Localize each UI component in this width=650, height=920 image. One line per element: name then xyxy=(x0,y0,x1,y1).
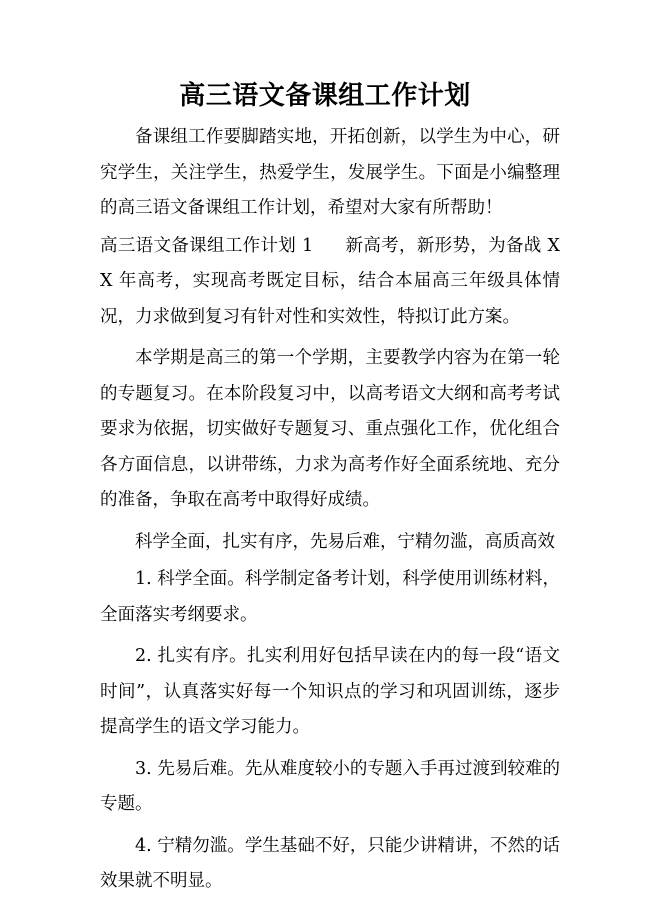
list-item-1: 1. 科学全面。科学制定备考计划，科学使用训练材料，全面落实考纲要求。 xyxy=(100,569,560,625)
document-title: 高三语文备课组工作计划 xyxy=(179,81,471,111)
list-item-4: 4. 宁精勿滥。学生基础不好，只能少讲精讲，不然的话效果就不明显。 xyxy=(100,835,560,891)
section-lead: 新高考，新形势，为备战 XX 年高考，实现高考既定目标，结合本届高三年级具体情况，力求做到复习有针对性和实效性，特拟订此方案。 xyxy=(100,235,560,327)
section-heading: 高三语文备课组工作计划 1 xyxy=(100,235,314,256)
section-paragraph xyxy=(100,229,560,336)
document-body xyxy=(100,120,560,900)
intro-paragraph: 备课组工作要脚踏实地，开拓创新，以学生为中心，研究学生，关注学生，热爱学生，发展学生。下面是小编整理的高三语文备课组工作计划，希望对大家有所帮助！ xyxy=(100,127,560,218)
principles-line: 科学全面，扎实有序，先易后难，宁精勿滥，高质高效 xyxy=(135,531,555,552)
list-item-3: 3. 先易后难。先从难度较小的专题入手再过渡到较难的专题。 xyxy=(100,758,560,814)
semester-paragraph: 本学期是高三的第一个学期，主要教学内容为在第一轮的专题复习。在本阶段复习中，以高考语文大纲和高考考试要求为依据，切实做好专题复习、重点强化工作，优化组合各方面信息，以讲带练，力求为高考作好全面系统地、充分的准备，争取在高考中取得好成绩。 xyxy=(100,348,560,510)
list-item-2: 2. 扎实有序。扎实利用好包括早读在内的每一段“语文时间”，认真落实好每一个知识点的学习和巩固训练，逐步提高学生的语文学习能力。 xyxy=(100,646,560,737)
